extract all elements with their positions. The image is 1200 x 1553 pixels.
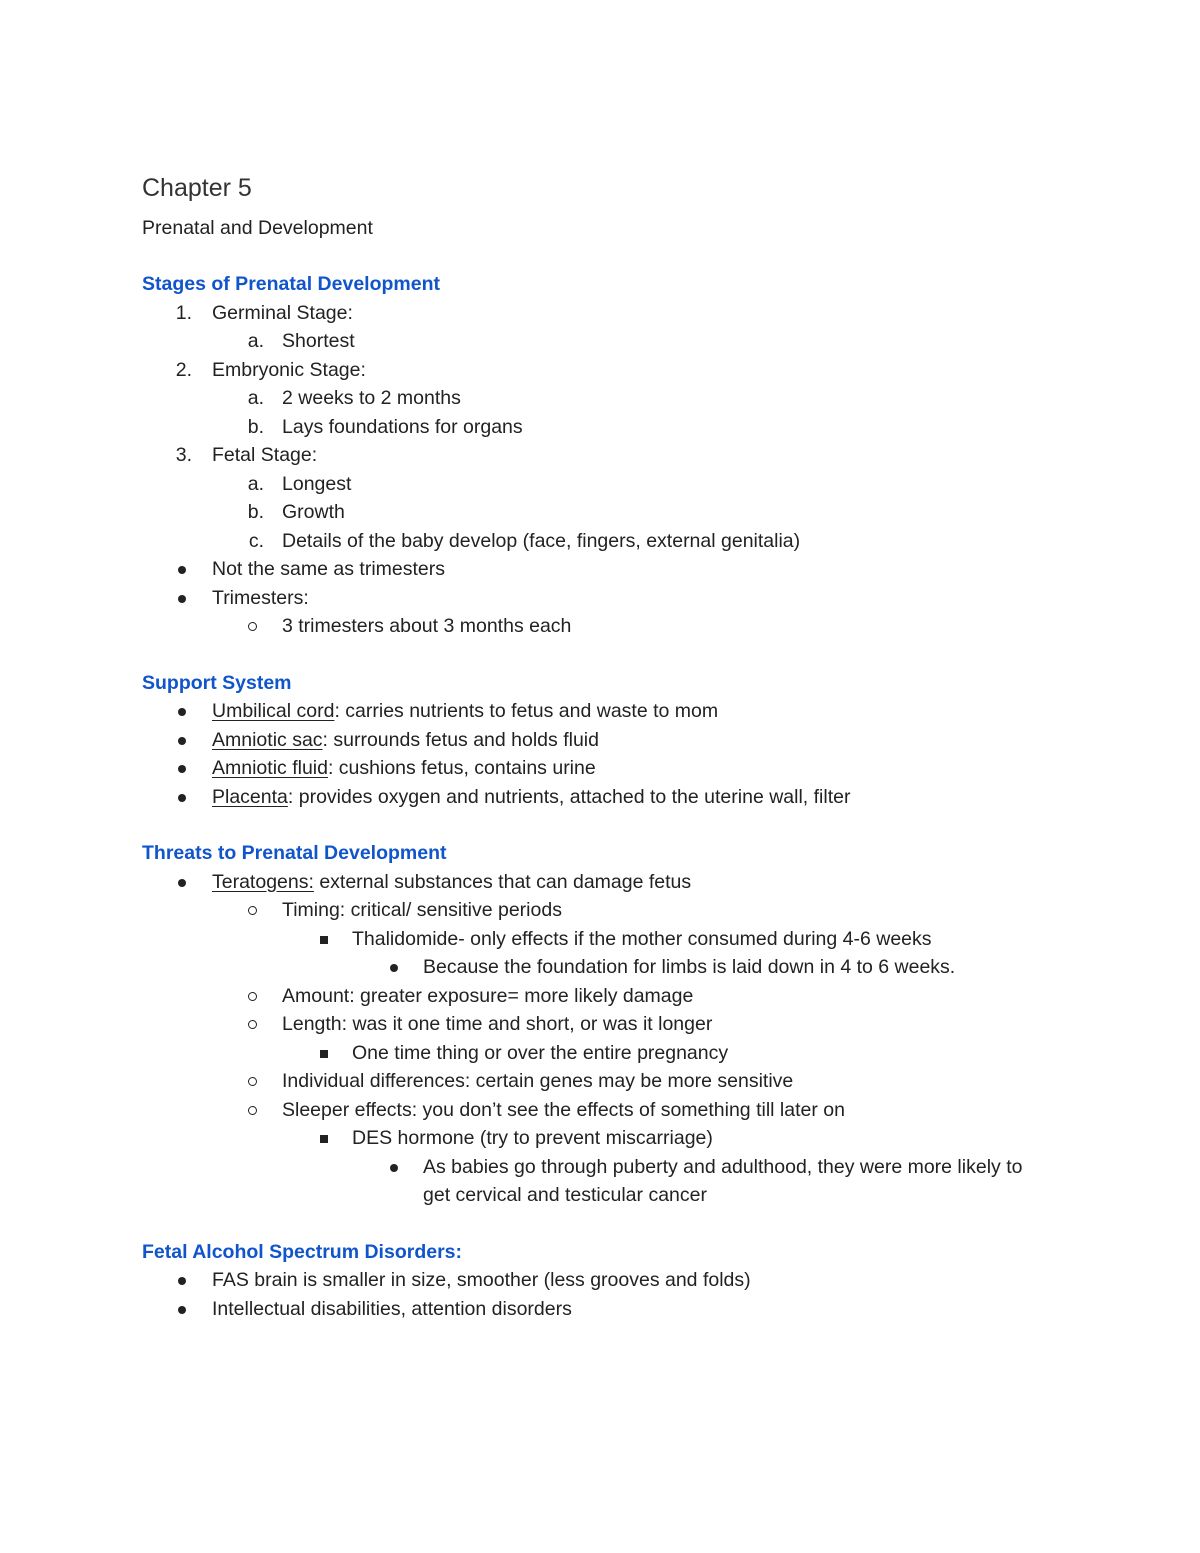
list-letter: a. [247, 472, 264, 495]
list-item [142, 470, 1082, 499]
list-item [142, 584, 1082, 613]
section-fasd [142, 1238, 1082, 1324]
bullet-disc-icon [178, 566, 186, 574]
list-item [142, 327, 1082, 356]
list-item-text: One time thing or over the entire pregnancy [352, 1041, 729, 1064]
list-item [142, 1295, 1082, 1324]
list-item-text: Sleeper effects: you don’t see the effects of something till later on [282, 1098, 845, 1121]
bullet-disc-icon [178, 879, 186, 887]
list-item [142, 754, 1082, 783]
term-text: Umbilical cord [212, 700, 335, 722]
bullet-circle-icon [248, 906, 257, 915]
bullet-disc-icon [178, 708, 186, 716]
bullet-disc-icon [390, 964, 398, 972]
list-item-text: Trimesters: [212, 586, 309, 609]
list-item [142, 1266, 1082, 1295]
list-item [142, 555, 1082, 584]
list-item [142, 441, 1082, 470]
bullet-circle-icon [248, 1106, 257, 1115]
list-item [142, 697, 1082, 726]
section-support [142, 669, 1082, 812]
term-text: Placenta [212, 785, 288, 808]
bullet-square-icon [320, 1050, 328, 1058]
bullet-disc-icon [178, 1306, 186, 1314]
list-item [142, 612, 1082, 641]
list-item-text: Intellectual disabilities, attention disorders [212, 1297, 572, 1320]
document-body [142, 168, 1082, 1323]
list-item-text: Not the same as trimesters [212, 558, 445, 580]
list-item-text: Lays foundations for organs [282, 415, 523, 438]
list-item [142, 1067, 1082, 1096]
bullet-circle-icon [248, 1020, 257, 1029]
list-item-text: Amount: greater exposure= more likely damage [282, 984, 694, 1007]
list-item [142, 527, 1082, 556]
bullet-disc-icon [178, 595, 186, 603]
list-item-text: Shortest [282, 330, 355, 352]
bullet-circle-icon [248, 992, 257, 1001]
list-item-text: Details of the baby develop (face, fingers, external genitalia) [282, 529, 801, 552]
bullet-square-icon [320, 936, 328, 944]
definition-text: : cushions fetus, contains urine [327, 757, 596, 779]
list-item [142, 1096, 1082, 1125]
section-heading-threats: Threats to Prenatal Development [142, 842, 447, 864]
bullet-circle-icon [248, 1077, 257, 1086]
definition-text: : provides oxygen and nutrients, attached to the uterine wall, filter [287, 785, 851, 808]
bullet-disc-icon [178, 794, 186, 802]
list-item-text: Individual differences: certain genes may be more sensitive [282, 1070, 794, 1092]
list-item-text: FAS brain is smaller in size, smoother (less grooves and folds) [212, 1269, 751, 1291]
term-text: Amniotic sac [212, 728, 323, 751]
list-letter: a. [247, 387, 264, 409]
list-item-text: Germinal Stage: [212, 301, 353, 324]
list-item [142, 1153, 1023, 1210]
definition-text: external substances that can damage fetus [313, 870, 692, 893]
list-letter: b. [247, 415, 264, 438]
list-item-text: As babies go through puberty and adulthood, they were more likely to get cervical and testicular cancer [423, 1155, 1023, 1206]
list-item-text: Fetal Stage: [212, 444, 318, 466]
list-item-text: Length: was it one time and short, or was it longer [282, 1013, 713, 1035]
list-item [142, 1039, 1082, 1068]
page-subtitle: Prenatal and Development [142, 217, 373, 239]
list-letter: b. [247, 501, 264, 523]
list-item-text: Timing: critical/ sensitive periods [282, 899, 562, 921]
bullet-disc-icon [390, 1164, 398, 1172]
section-heading-fasd: Fetal Alcohol Spectrum Disorders: [142, 1240, 463, 1263]
bullet-disc-icon [178, 737, 186, 745]
list-item [142, 1010, 1082, 1039]
list-item [142, 1124, 1082, 1153]
list-item [142, 925, 1082, 954]
definition-text: : surrounds fetus and holds fluid [322, 728, 599, 751]
list-item [142, 783, 1082, 812]
list-item [142, 299, 1082, 328]
list-item-text: Thalidomide- only effects if the mother consumed during 4-6 weeks [352, 927, 932, 950]
list-item [142, 726, 1082, 755]
section-threats [142, 839, 1082, 1210]
list-item [142, 384, 1082, 413]
list-item-text: Embryonic Stage: [212, 358, 366, 381]
list-item-text: 2 weeks to 2 months [282, 387, 461, 409]
list-item [142, 896, 1082, 925]
list-item [142, 982, 1082, 1011]
list-item-text: Because the foundation for limbs is laid down in 4 to 6 weeks. [423, 956, 956, 978]
section-heading-support: Support System [142, 671, 292, 694]
section-heading-stages: Stages of Prenatal Development [142, 273, 441, 295]
definition-text: : carries nutrients to fetus and waste to mom [334, 700, 719, 722]
bullet-disc-icon [178, 1277, 186, 1285]
list-item-text: Growth [282, 501, 345, 523]
page-title: Chapter 5 [142, 174, 252, 202]
bullet-circle-icon [248, 622, 257, 631]
list-item [142, 498, 1082, 527]
list-item-text: 3 trimesters about 3 months each [282, 615, 572, 637]
list-number: 1. [175, 301, 192, 324]
list-letter: c. [248, 529, 264, 552]
list-number: 3. [175, 444, 192, 466]
section-stages [142, 270, 1082, 641]
bullet-disc-icon [178, 765, 186, 773]
list-item [142, 953, 1082, 982]
list-letter: a. [247, 330, 264, 352]
list-item [142, 356, 1082, 385]
list-item-text: Longest [282, 472, 352, 495]
list-item [142, 413, 1082, 442]
term-text: Teratogens: [212, 870, 314, 893]
list-number: 2. [175, 358, 192, 381]
list-item-text: DES hormone (try to prevent miscarriage) [352, 1127, 713, 1149]
bullet-square-icon [320, 1135, 328, 1143]
term-text: Amniotic fluid [212, 757, 328, 779]
list-item [142, 868, 1082, 897]
